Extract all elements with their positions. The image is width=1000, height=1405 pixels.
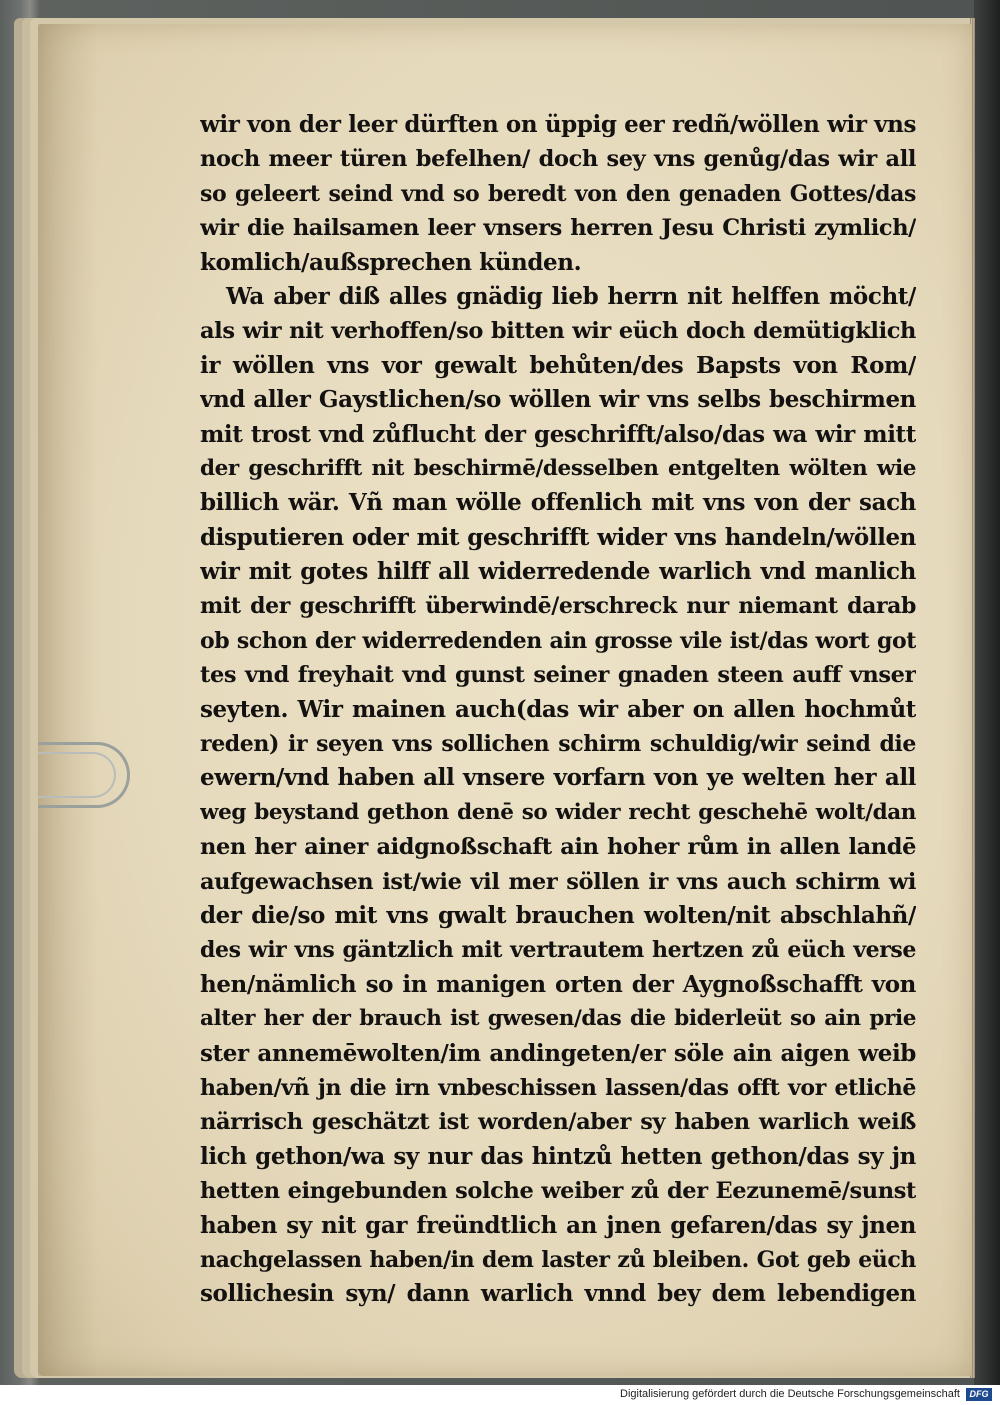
text-line: disputieren oder mit geschrifft wider vns handeln/wöllen	[200, 523, 916, 551]
text-line: des wir vns gäntzlich mit vertrautem hertzen zů eüch verse	[200, 937, 916, 964]
text-line: ewern/vnd haben all vnsere vorfarn von ye welten her all	[200, 764, 916, 792]
text-line: weg beystand gethon denē so wider recht geschehē wolt/dan	[200, 799, 916, 825]
page-text-block	[200, 108, 916, 1312]
text-line: seyten. Wir mainen auch(das wir aber on allen hochmůt	[200, 695, 916, 723]
text-line: Wa aber diß alles gnädig lieb herrn nit helffen möcht/	[226, 282, 916, 310]
text-line: wir von der leer dürften on üppig eer redñ/wöllen wir vns	[200, 111, 916, 138]
text-line: närrisch geschätzt ist worden/aber sy haben warlich weiß	[200, 1109, 916, 1136]
funding-credit: Digitalisierung gefördert durch die Deutsche Forschungsgemeinschaft	[620, 1388, 960, 1400]
text-line: der die/so mit vns gwalt brauchen wolten/nit abschlahñ/	[200, 901, 916, 929]
scan-edge-strip	[974, 0, 1000, 1385]
text-line: als wir nit verhoffen/so bitten wir eüch doch demütigklich	[200, 318, 916, 345]
digitization-footer	[0, 1385, 1000, 1405]
text-line: komlich/außsprechen künden.	[200, 248, 582, 276]
text-line: alter her der brauch ist gwesen/das die biderleüt so ain prie	[200, 1006, 916, 1032]
text-line: ster annemēwolten/im andingeten/er söle ain aigen weib	[200, 1039, 916, 1067]
text-line: noch meer türen befelhen/ doch sey vns genůg/das wir all	[200, 146, 916, 173]
text-line: hetten eingebunden solche weiber zů der Eezunemē/sunst	[200, 1178, 916, 1205]
text-line: nachgelassen haben/in dem laster zů bleiben. Got geb eüch	[200, 1246, 916, 1273]
text-line: so geleert seind vnd so beredt von den genaden Gottes/das	[200, 180, 916, 207]
text-line: billich wär. Vñ man wölle offenlich mit vns von der sach	[200, 489, 916, 517]
text-line: aufgewachsen ist/wie vil mer söllen ir vns auch schirm wi	[200, 868, 916, 895]
text-line: wir mit gotes hilff all widerredende warlich vnd manlich	[200, 558, 916, 586]
dfg-logo-icon: DFG	[966, 1388, 992, 1401]
text-line: haben sy nit gar freündtlich an jnen gefaren/das sy jnen	[200, 1211, 916, 1239]
text-line: mit der geschrifft überwindē/erschreck nur niemant darab	[200, 593, 916, 620]
text-line: lich gethon/wa sy nur das hintzů hetten gethon/das sy jn	[200, 1142, 916, 1170]
text-line: haben/vñ jn die irn vnbeschissen lassen/das offt vor etlichē	[200, 1074, 916, 1101]
text-line: ir wöllen vns vor gewalt behůten/des Bapsts von Rom/	[200, 351, 916, 379]
text-line: nen her ainer aidgnoßschaft ain hoher rům in allen landē	[200, 834, 916, 861]
text-line: der geschrifft nit beschirmē/desselben entgelten wölten wie	[200, 455, 916, 481]
text-line: wir die hailsamen leer vnsers herren Jesu Christi zymlich/	[200, 215, 916, 242]
text-line: vnd aller Gaystlichen/so wöllen wir vns selbs beschirmen	[200, 386, 916, 414]
text-line: ob schon der widerredenden ain grosse vile ist/das wort got	[200, 627, 916, 654]
paper-clip-inner	[38, 752, 116, 798]
text-line: mit trost vnd zůflucht der geschrifft/also/das wa wir mitt	[200, 420, 916, 448]
text-line: tes vnd freyhait vnd gunst seiner gnaden steen auff vnser	[200, 662, 916, 689]
text-line: hen/nämlich so in manigen orten der Aygnoßschafft von	[200, 970, 916, 998]
text-line: reden) ir seyen vns sollichen schirm schuldig/wir seind die	[200, 731, 916, 758]
text-line: sollichesin syn/ dann warlich vnnd bey dem lebendigen	[200, 1280, 916, 1308]
